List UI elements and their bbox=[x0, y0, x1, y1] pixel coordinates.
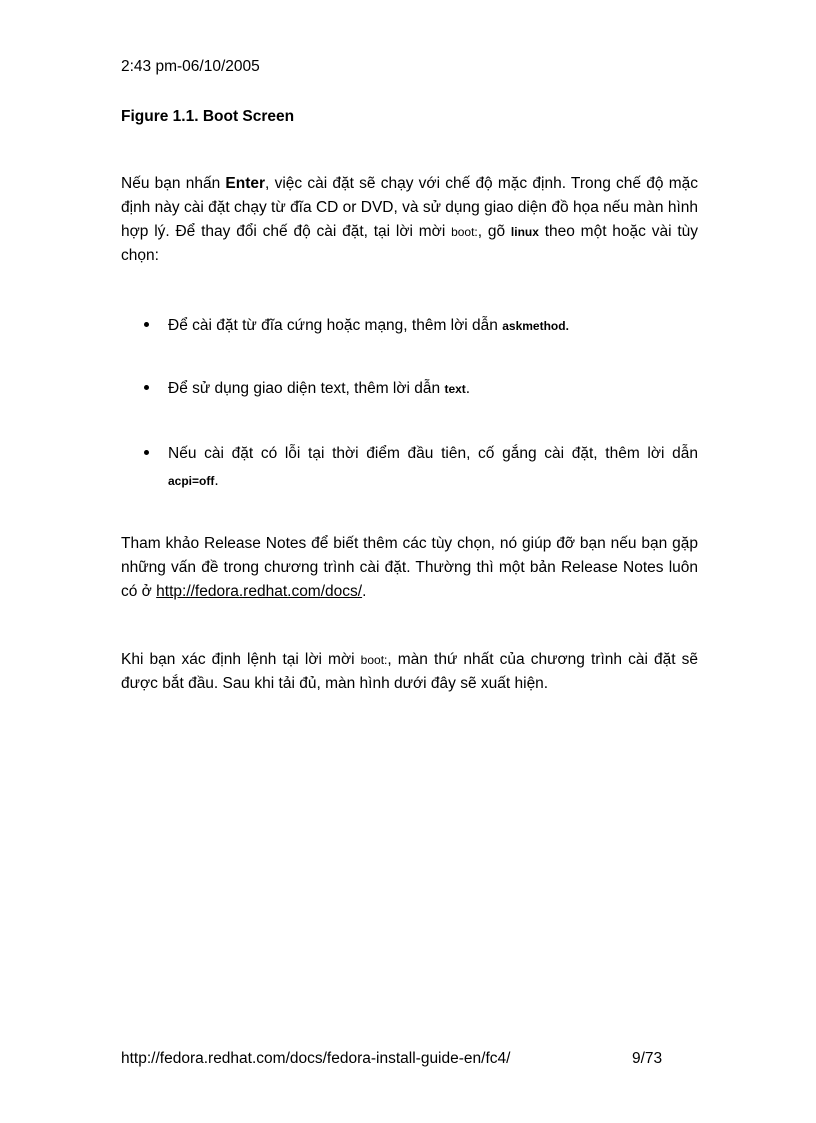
enter-key-text: Enter bbox=[225, 175, 266, 192]
text: , việc cài đặt sẽ chạy với chế độ mặc định. Trong chế độ mặc định này cài đặt chạy từ đĩa CD or DVD, và sử dụng giao diện đồ họa nếu màn hình hợp lý. Để thay đổi chế độ cài đặt, tại lời mời bbox=[121, 175, 698, 240]
text: Khi bạn xác định lệnh tại lời mời bbox=[121, 651, 361, 668]
paragraph-boot-start bbox=[121, 648, 698, 696]
list-item-text bbox=[168, 375, 698, 403]
text: Để cài đặt từ đĩa cứng hoặc mạng, thêm lời dẫn bbox=[168, 317, 503, 334]
boot-prompt-text: boot: bbox=[360, 653, 388, 667]
header-timestamp: 2:43 pm-06/10/2005 bbox=[121, 58, 260, 75]
text: Để sử dụng giao diện text, thêm lời dẫn bbox=[168, 380, 445, 397]
text: . bbox=[465, 380, 471, 397]
footer-url: http://fedora.redhat.com/docs/fedora-install-guide-en/fc4/ bbox=[121, 1050, 511, 1067]
text: Nếu bạn nhấn bbox=[121, 175, 226, 192]
boot-prompt-text: boot: bbox=[451, 225, 478, 239]
acpi-off-command: acpi=off bbox=[168, 474, 215, 488]
askmethod-command: askmethod. bbox=[502, 319, 569, 333]
paragraph-release-notes bbox=[121, 532, 698, 604]
bullet-icon bbox=[144, 385, 149, 390]
figure-caption: Figure 1.1. Boot Screen bbox=[121, 108, 295, 125]
bullet-icon bbox=[144, 450, 149, 455]
list-item-text bbox=[168, 312, 698, 340]
text: , gõ bbox=[477, 223, 511, 240]
text: , màn thứ nhất của chương trình cài đặt sẽ được bắt đầu. Sau khi tải đủ, màn hình dưới đây sẽ xuất hiện. bbox=[121, 651, 699, 692]
text: . bbox=[214, 472, 219, 489]
page-number: 9/73 bbox=[632, 1050, 663, 1067]
text: Tham khảo Release Notes để biết thêm các tùy chọn, nó giúp đỡ bạn nếu bạn gặp những vấn đề trong chương trình cài đặt. Thường thì một bản Release Notes luôn có ở bbox=[121, 535, 698, 600]
text: . bbox=[362, 583, 367, 600]
text: Nếu cài đặt có lỗi tại thời điểm đầu tiên, cố gắng cài đặt, thêm lời dẫn bbox=[168, 445, 698, 462]
docs-link[interactable]: http://fedora.redhat.com/docs/ bbox=[156, 583, 363, 600]
text: theo một hoặc vài tùy chọn: bbox=[121, 223, 698, 264]
list-item-text bbox=[168, 440, 698, 495]
paragraph-intro bbox=[121, 172, 698, 268]
linux-command: linux bbox=[510, 225, 539, 239]
text-command: text bbox=[444, 382, 466, 396]
bullet-icon bbox=[144, 322, 149, 327]
